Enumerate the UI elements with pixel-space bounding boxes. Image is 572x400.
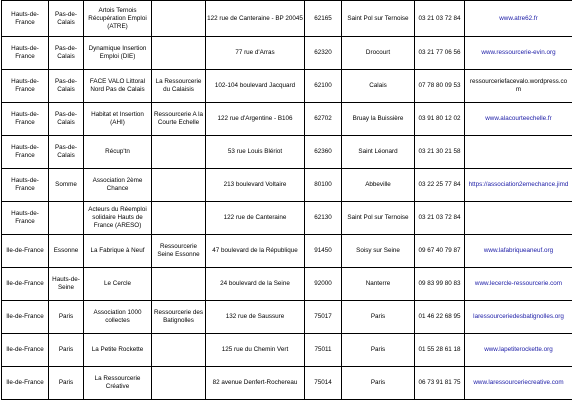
- cell-web[interactable]: www.lecercle-ressourcerie.com: [465, 268, 572, 301]
- cell-phone: 03 22 25 77 84: [415, 169, 465, 202]
- cell-zip: 91450: [305, 235, 342, 268]
- cell-region: Ile-de-France: [2, 268, 49, 301]
- cell-web[interactable]: www.atre62.fr: [465, 1, 572, 37]
- cell-address: 125 rue du Chemin Vert: [206, 334, 305, 367]
- cell-region: Hauts-de- France: [2, 103, 49, 136]
- cell-zip: 75017: [305, 301, 342, 334]
- cell-ressourcerie: Ressourcerie A la Courte Echelle: [152, 103, 206, 136]
- cell-address: 132 rue de Saussure: [206, 301, 305, 334]
- cell-address: 122 rue d'Argentine - B106: [206, 103, 305, 136]
- cell-region: Ile-de-France: [2, 301, 49, 334]
- cell-region: Ile-de-France: [2, 367, 49, 400]
- cell-ressourcerie: [152, 202, 206, 235]
- cell-city: Saint Léonard: [342, 136, 415, 169]
- cell-phone: 09 67 40 79 87: [415, 235, 465, 268]
- cell-ressourcerie: Ressourcerie des Batignolles: [152, 301, 206, 334]
- cell-phone: 07 78 80 09 53: [415, 70, 465, 103]
- cell-name: Dynamique Insertion Emploi (DIE): [84, 37, 152, 70]
- cell-name: La Fabrique à Neuf: [84, 235, 152, 268]
- cell-ressourcerie: La Ressourcerie du Calaisis: [152, 70, 206, 103]
- cell-zip: 75011: [305, 334, 342, 367]
- cell-dept: Pas-de- Calais: [49, 136, 84, 169]
- cell-region: Hauts-de- France: [2, 136, 49, 169]
- cell-ressourcerie: [152, 334, 206, 367]
- cell-city: Saint Pol sur Ternoise: [342, 202, 415, 235]
- ressourcerie-directory-table: [1, 0, 572, 400]
- cell-dept: Somme: [49, 169, 84, 202]
- cell-zip: 80100: [305, 169, 342, 202]
- cell-web[interactable]: www.lapetiterockette.org: [465, 334, 572, 367]
- cell-dept: [49, 202, 84, 235]
- cell-zip: 62320: [305, 37, 342, 70]
- cell-city: Calais: [342, 70, 415, 103]
- cell-ressourcerie: [152, 268, 206, 301]
- cell-dept: Paris: [49, 334, 84, 367]
- cell-ressourcerie: [152, 1, 206, 37]
- table-row: [2, 103, 572, 136]
- cell-phone: 03 21 77 06 56: [415, 37, 465, 70]
- cell-web[interactable]: www.laressourceriecreative.com: [465, 367, 572, 400]
- cell-zip: 92000: [305, 268, 342, 301]
- cell-dept: Pas-de- Calais: [49, 70, 84, 103]
- cell-zip: 62100: [305, 70, 342, 103]
- table-row: [2, 268, 572, 301]
- cell-ressourcerie: Ressourcerie Seine Essonne: [152, 235, 206, 268]
- cell-phone: 03 21 30 21 58: [415, 136, 465, 169]
- cell-region: Hauts-de- France: [2, 37, 49, 70]
- cell-web[interactable]: laressourceriedesbatignolles.org: [465, 301, 572, 334]
- cell-web[interactable]: www.lafabriqueaneuf.org: [465, 235, 572, 268]
- cell-name: Récup'tn: [84, 136, 152, 169]
- cell-city: Abbeville: [342, 169, 415, 202]
- table-row: [2, 70, 572, 103]
- cell-phone: 01 46 22 68 95: [415, 301, 465, 334]
- table-row: [2, 37, 572, 70]
- cell-city: Paris: [342, 301, 415, 334]
- cell-dept: Paris: [49, 301, 84, 334]
- cell-address: 53 rue Louis Blériot: [206, 136, 305, 169]
- cell-city: Paris: [342, 334, 415, 367]
- cell-address: 47 boulevard de la République: [206, 235, 305, 268]
- cell-zip: 62165: [305, 1, 342, 37]
- cell-address: 213 boulevard Voltaire: [206, 169, 305, 202]
- cell-dept: Pas-de- Calais: [49, 37, 84, 70]
- cell-phone: 03 21 03 72 84: [415, 1, 465, 37]
- cell-dept: Hauts-de- Seine: [49, 268, 84, 301]
- cell-web: [465, 202, 572, 235]
- cell-region: Ile-de-France: [2, 235, 49, 268]
- table-row: [2, 367, 572, 400]
- cell-web: [465, 136, 572, 169]
- cell-city: Bruay la Buissière: [342, 103, 415, 136]
- cell-address: 24 boulevard de la Seine: [206, 268, 305, 301]
- cell-city: Nanterre: [342, 268, 415, 301]
- cell-phone: 03 91 80 12 02: [415, 103, 465, 136]
- cell-name: Association 2ème Chance: [84, 169, 152, 202]
- cell-web[interactable]: https://association2emechance.jimd: [465, 169, 572, 202]
- cell-dept: Pas-de- Calais: [49, 103, 84, 136]
- table-row: [2, 136, 572, 169]
- cell-region: Hauts-de- France: [2, 1, 49, 37]
- cell-city: Drocourt: [342, 37, 415, 70]
- cell-web[interactable]: ressourceriefacevalo.wordpress.co m: [465, 70, 572, 103]
- cell-ressourcerie: [152, 367, 206, 400]
- cell-zip: 62360: [305, 136, 342, 169]
- cell-ressourcerie: [152, 37, 206, 70]
- cell-zip: 62130: [305, 202, 342, 235]
- cell-name: Habitat et Insertion (AHI): [84, 103, 152, 136]
- cell-dept: Pas-de- Calais: [49, 1, 84, 37]
- cell-city: Paris: [342, 367, 415, 400]
- cell-dept: Essonne: [49, 235, 84, 268]
- cell-name: Artois Ternois Récupération Emploi (ATRE): [84, 1, 152, 37]
- table-row: [2, 235, 572, 268]
- cell-city: Soisy sur Seine: [342, 235, 415, 268]
- table-row: [2, 1, 572, 37]
- cell-region: Hauts-de- France: [2, 169, 49, 202]
- cell-phone: 09 83 99 80 83: [415, 268, 465, 301]
- cell-address: 77 rue d'Arras: [206, 37, 305, 70]
- cell-address: 102-104 boulevard Jacquard: [206, 70, 305, 103]
- table-row: [2, 334, 572, 367]
- cell-phone: 06 73 91 81 75: [415, 367, 465, 400]
- cell-address: 122 rue de Canteraine - BP 20045: [206, 1, 305, 37]
- table-row: [2, 301, 572, 334]
- cell-region: Hauts-de- France: [2, 202, 49, 235]
- cell-address: 122 rue de Canteraine: [206, 202, 305, 235]
- cell-city: Saint Pol sur Ternoise: [342, 1, 415, 37]
- cell-name: Acteurs du Réemploi solidaire Hauts de France (ARESO): [84, 202, 152, 235]
- cell-web[interactable]: www.ressourcerie-evin.org: [465, 37, 572, 70]
- cell-name: FACE VALO Littoral Nord Pas de Calais: [84, 70, 152, 103]
- cell-ressourcerie: [152, 169, 206, 202]
- cell-ressourcerie: [152, 136, 206, 169]
- cell-name: La Petite Rockette: [84, 334, 152, 367]
- cell-name: Association 1000 collectes: [84, 301, 152, 334]
- table-row: [2, 202, 572, 235]
- cell-zip: 75014: [305, 367, 342, 400]
- cell-phone: 01 55 28 61 18: [415, 334, 465, 367]
- cell-name: Le Cercle: [84, 268, 152, 301]
- cell-phone: 03 21 03 72 84: [415, 202, 465, 235]
- table-row: [2, 169, 572, 202]
- cell-region: Ile-de-France: [2, 334, 49, 367]
- cell-dept: Paris: [49, 367, 84, 400]
- cell-zip: 62702: [305, 103, 342, 136]
- cell-web[interactable]: www.alacourteechelle.fr: [465, 103, 572, 136]
- cell-name: La Ressourcerie Créative: [84, 367, 152, 400]
- cell-address: 82 avenue Denfert-Rochereau: [206, 367, 305, 400]
- cell-region: Hauts-de- France: [2, 70, 49, 103]
